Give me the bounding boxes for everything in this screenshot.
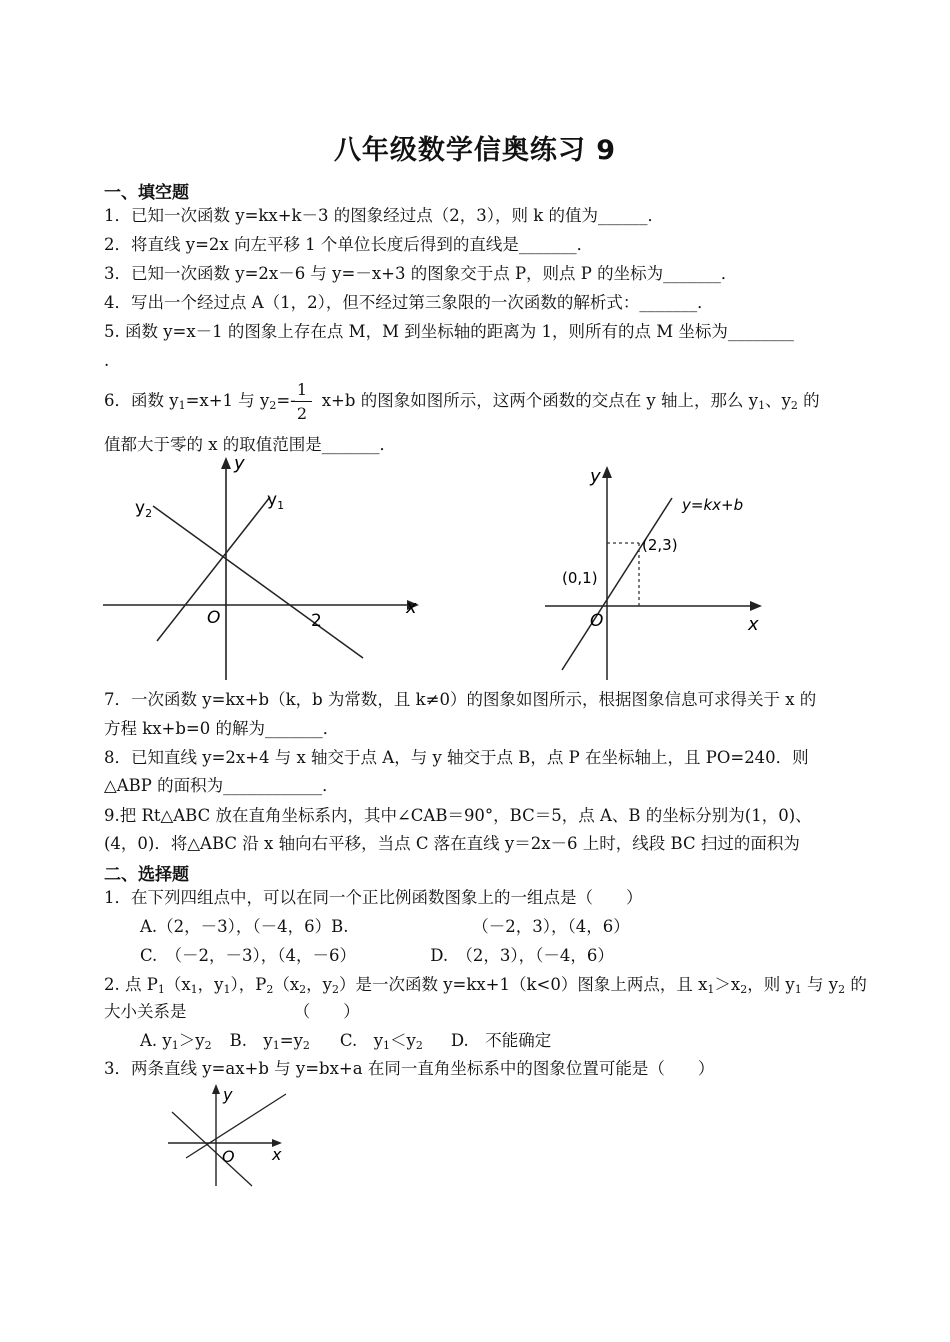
origin-label: O <box>207 608 221 628</box>
fill-q9-line1: 9.把 Rt△ABC 放在直角坐标系内，其中∠CAB＝90°，BC＝5，点 A、B 的坐标分别为(1，0)、 <box>104 806 812 825</box>
choice-q2-options <box>140 1030 551 1052</box>
choice-q1: 1．在下列四组点中，可以在同一个正比例函数图象上的一组点是（ ） <box>104 888 643 907</box>
origin-label: O <box>222 1147 235 1166</box>
point-2-3-label: (2,3) <box>642 536 678 554</box>
x-axis-label: x <box>272 1145 282 1164</box>
choice-q3: 3．两条直线 y=ax+b 与 y=bx+a 在同一直角坐标系中的图象位置可能是（ ） <box>104 1059 715 1078</box>
figure-q3-graph <box>160 1082 300 1192</box>
fill-q6-line2: 值都大于零的 x 的取值范围是_______． <box>104 435 397 454</box>
fill-q8-line1: 8．已知直线 y=2x+4 与 x 轴交于点 A，与 y 轴交于点 B，点 P 在坐标轴上，且 PO=240．则 <box>104 748 809 767</box>
choice-q2-option-a: A. $y_1>y_2$ <box>140 1031 212 1052</box>
choice-q2-option-c: C. $y_1<y_2$ <box>339 1031 423 1052</box>
choice-q1-options-cd: C. （－2，－3），（4，－6） D. （2，3），（－4，6） <box>140 946 614 965</box>
fill-q9-line2: (4，0)．将△ABC 沿 x 轴向右平移，当点 C 落在直线 y＝2x－6 上时，线段 BC 扫过的面积为 <box>104 834 800 853</box>
x-axis-label: x <box>748 614 759 635</box>
fill-q6-line1: 6．函数 $y_1=x+1$ 与 $y_2=-$ x+b 的图象如图所示，这两个函数的交点在 y 轴上，那么 $y_1$、$y_2$ 的 <box>104 391 820 412</box>
y-axis-arrow <box>212 1084 220 1094</box>
figure-q6-graph <box>95 455 425 685</box>
fraction-one-half <box>292 380 312 423</box>
choice-q1-options-ab: A.（2，－3），（－4，6）B. （－2，3），（4，6） <box>140 917 630 936</box>
x-axis-label: x <box>406 597 417 618</box>
fill-q4: 4．写出一个经过点 A（1，2），但不经过第三象限的一次函数的解析式：_______． <box>104 293 714 312</box>
section-fill-heading: 一、填空题 <box>104 183 189 203</box>
y-axis-label: y <box>234 453 245 474</box>
fill-q3: 3．已知一次函数 y=2x－6 与 y=－x+3 的图象交于点 P，则点 P 的坐标为_______． <box>104 264 738 283</box>
fill-q1: 1．已知一次函数 y=kx+k－3 的图象经过点（2，3），则 k 的值为______． <box>104 206 664 225</box>
line-equation-label: y=kx+b <box>682 496 744 514</box>
fraction-denominator: 2 <box>296 404 308 423</box>
fraction-bar <box>292 401 312 402</box>
point-0-1-label: (0,1) <box>562 569 598 587</box>
fill-q2: 2．将直线 y=2x 向左平移 1 个单位长度后得到的直线是_______． <box>104 235 594 254</box>
fraction-numerator: 1 <box>296 380 308 399</box>
choice-q2-line2: 大小关系是 （ ） <box>104 1002 360 1021</box>
tick-2-label: 2 <box>311 611 322 631</box>
fill-q8-line2: △ABP 的面积为____________． <box>104 776 339 795</box>
page-title: 八年级数学信奥练习 9 <box>333 135 617 166</box>
line-y2 <box>153 506 363 658</box>
fill-q5: 5. 函数 y=x－1 的图象上存在点 M，M 到坐标轴的距离为 1，则所有的点 M 坐标为________ <box>104 322 794 341</box>
fill-q5-end: . <box>104 351 110 370</box>
fill-q7-line1: 7．一次函数 y=kx+b（k，b 为常数，且 k≠0）的图象如图所示，根据图象信息可求得关于 x 的 <box>104 690 817 709</box>
line-b <box>186 1094 286 1158</box>
x-axis-arrow <box>750 601 762 611</box>
origin-label: O <box>590 611 604 631</box>
choice-q2-line1: 2. 点 $P_1(x_1$，$y_1$），$P_2(x_2$，$y_2$）是一次函数 y=kx+1（k<0）图象上两点，且 $x_1>x_2$，则 $y_1$ 与 $y_2$ 的 <box>104 975 867 996</box>
y-axis-arrow <box>602 466 612 478</box>
y-axis-label: y <box>223 1085 233 1104</box>
section-choice-heading: 二、选择题 <box>104 865 189 885</box>
line-y2-label: $y_2$ <box>135 498 153 520</box>
choice-q2-option-b: B. $y_1=y_2$ <box>229 1031 310 1052</box>
figure-q7-graph <box>540 460 770 680</box>
choice-q2-option-d: D. 不能确定 <box>450 1031 552 1050</box>
y-axis-arrow <box>221 457 231 469</box>
line-y1-label: $y_1$ <box>267 490 285 512</box>
fill-q7-line2: 方程 kx+b=0 的解为_______． <box>104 719 340 738</box>
y-axis-label: y <box>590 466 601 487</box>
